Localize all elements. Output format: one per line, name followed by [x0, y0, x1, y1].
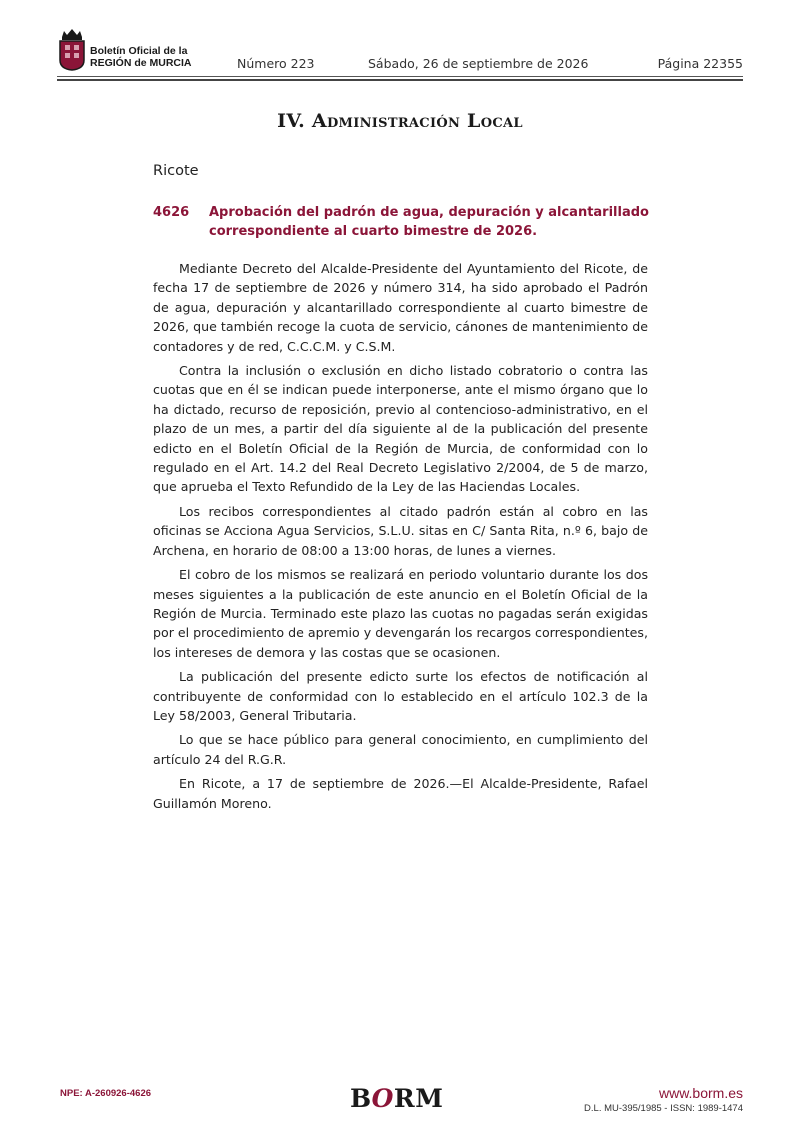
body-paragraph-4: El cobro de los mismos se realizará en periodo voluntario durante los dos meses siguientes a la publicación de este anuncio en el Boletín Oficial de la Región de Murcia. Terminado este plazo las cuotas no pagadas serán exigidas por el procedimiento de apremio y devengarán los recargos correspondientes, los intereses de demora y las costas que se ocasionen. [153, 567, 648, 660]
borm-logo-b: B [350, 1084, 372, 1113]
borm-logo [350, 1084, 443, 1113]
body-paragraph-signature: En Ricote, a 17 de septiembre de 2026.—El Alcalde-Presidente, Rafael Guillamón Moreno. [153, 776, 648, 811]
announcement-number: 4626 [153, 205, 190, 220]
body-paragraph-1: Mediante Decreto del Alcalde-Presidente del Ayuntamiento del Ricote, de fecha 17 de septiembre de 2026 y número 314, ha sido aprobado el Padrón de agua, depuración y alcantarillado correspondiente al cuarto bimestre de 2026, que también recoge la cuota de servicio, cánones de mantenimiento de contadores y de red, C.C.C.M. y C.S.M. [153, 261, 648, 354]
body-paragraph-3: Los recibos correspondientes al citado padrón están al cobro en las oficinas se Acciona Agua Servicios, S.L.U. sitas en C/ Santa Rita, n.º 6, bajo de Archena, en horario de 08:00 a 13:00 horas, de lunes a viernes. [153, 503, 648, 558]
section-title: IV. Administración Local [277, 110, 523, 132]
page-number: Página 22355 [657, 56, 743, 71]
publication-name-line2: REGIÓN de MURCIA [90, 57, 192, 69]
header-divider-thick [57, 79, 743, 81]
publication-name [90, 45, 192, 69]
issue-date: Sábado, 26 de septiembre de 2026 [368, 56, 589, 71]
municipality-name: Ricote [153, 163, 199, 179]
legal-deposit: D.L. MU-395/1985 - ISSN: 1989-1474 [584, 1103, 743, 1114]
issue-number: Número 223 [237, 56, 315, 71]
coat-of-arms-icon [57, 28, 87, 71]
body-paragraph-2: Contra la inclusión o exclusión en dicho listado cobratorio o contra las cuotas que en él se indican puede interponerse, ante el mismo órgano que lo ha dictado, recurso de reposición, previo al contencioso-administrativo, en el plazo de un mes, a partir del día siguiente al de la publicación del presente edicto en el Boletín Oficial de la Región de Murcia, de conformidad con lo regulado en el Art. 14.2 del Real Decreto Legislativo 2/2004, de 5 de marzo, que aprueba el Texto Refundido de la Ley de las Haciendas Locales. [153, 363, 648, 495]
website-link[interactable]: www.borm.es [658, 1085, 743, 1101]
borm-logo-o: O [371, 1084, 394, 1113]
publication-name-line1: Boletín Oficial de la [90, 45, 188, 57]
body-paragraph-6: Lo que se hace público para general conocimiento, en cumplimiento del artículo 24 del R.G.R. [153, 732, 648, 767]
npe-code: NPE: A-260926-4626 [60, 1088, 152, 1099]
body-paragraph-5: La publicación del presente edicto surte los efectos de notificación al contribuyente de conformidad con lo establecido en el artículo 102.3 de la Ley 58/2003, General Tributaria. [153, 669, 648, 723]
announcement-title: Aprobación del padrón de agua, depuración y alcantarillado correspondiente al cuarto bimestre de 2026. [209, 205, 649, 239]
announcement-body [153, 259, 648, 818]
header-divider-thin [57, 76, 743, 77]
borm-logo-rm: RM [393, 1084, 444, 1113]
